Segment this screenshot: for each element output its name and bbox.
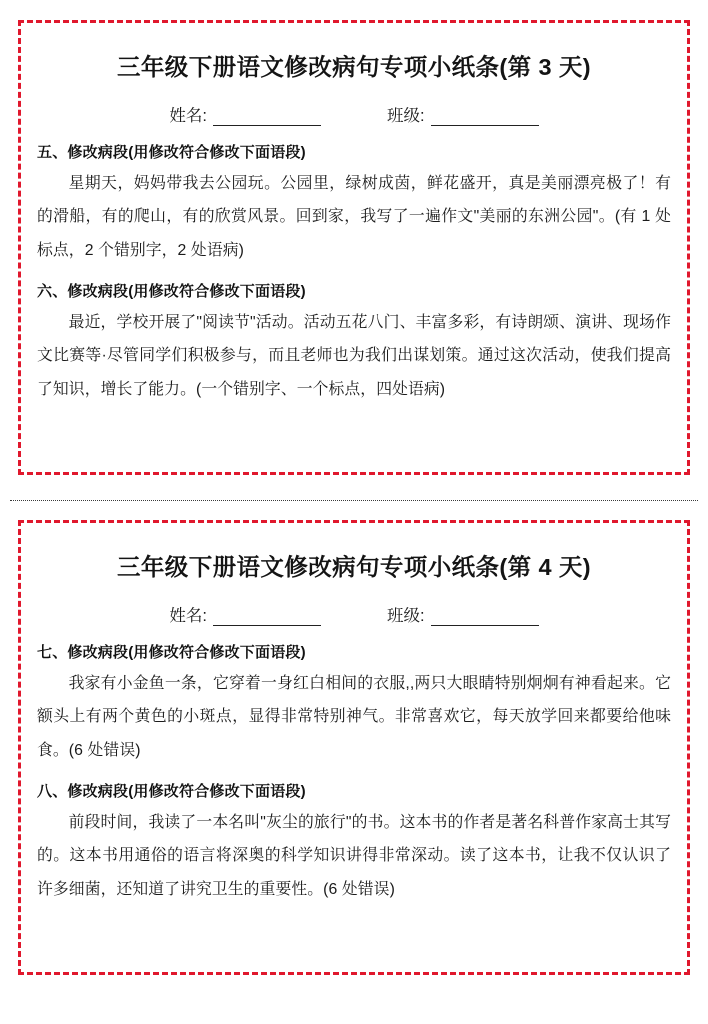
section-heading: 七、修改病段(用修改符合修改下面语段) — [37, 644, 306, 662]
sections-list — [35, 642, 673, 906]
section-heading: 六、修改病段(用修改符合修改下面语段) — [37, 283, 306, 301]
worksheet-card-day3 — [18, 20, 690, 475]
sections-list — [35, 142, 673, 406]
class-input-blank[interactable] — [431, 110, 539, 126]
section-body: 星期天，妈妈带我去公园玩。公园里，绿树成茵，鲜花盛开，真是美丽漂亮极了！有的滑船，有的爬山，有的欣赏风景。回到家，我写了一遍作文"美丽的东洲公园"。(有 1 处标点，2 个错别字，2 处语病) — [37, 174, 671, 259]
exercise-section-6 — [35, 281, 673, 406]
section-body: 最近，学校开展了"阅读节"活动。活动五花八门、丰富多彩，有诗朗颂、演讲、现场作文比赛等·尽管同学们积极参与，而且老师也为我们出谋划策。通过这次活动，使我们提高了知识，增长了能力。(一个错别字、一个标点，四处语病) — [37, 313, 671, 398]
name-field[interactable] — [169, 102, 321, 126]
section-heading: 八、修改病段(用修改符合修改下面语段) — [37, 783, 306, 801]
section-body: 我家有小金鱼一条，它穿着一身红白相间的衣服,,两只大眼睛特别炯炯有神看起来。它额头上有两个黄色的小斑点，显得非常特别神气。非常喜欢它，每天放学回来都要给他味食。(6 处错误) — [37, 674, 671, 759]
student-meta-row — [35, 102, 673, 126]
name-input-blank[interactable] — [213, 110, 321, 126]
section-body: 前段时间，我读了一本名叫"灰尘的旅行"的书。这本书的作者是著名科普作家高士其写的。这本书用通俗的语言将深奥的科学知识讲得非常深动。读了这本书，让我不仅认识了许多细菌，还知道了讲究卫生的重要性。(6 处错误) — [37, 813, 671, 898]
student-meta-row — [35, 602, 673, 626]
exercise-section-8 — [35, 781, 673, 906]
name-field[interactable] — [169, 602, 321, 626]
class-label: 班级: — [387, 607, 425, 626]
page-title: 三年级下册语文修改病句专项小纸条(第 3 天) — [117, 54, 591, 80]
worksheet-card-day4 — [18, 520, 690, 975]
class-field[interactable] — [387, 602, 539, 626]
exercise-section-5 — [35, 142, 673, 267]
page-title: 三年级下册语文修改病句专项小纸条(第 4 天) — [117, 554, 591, 580]
exercise-section-7 — [35, 642, 673, 767]
section-heading: 五、修改病段(用修改符合修改下面语段) — [37, 144, 306, 162]
class-input-blank[interactable] — [431, 610, 539, 626]
class-label: 班级: — [387, 107, 425, 126]
name-label: 姓名: — [169, 107, 207, 126]
name-label: 姓名: — [169, 607, 207, 626]
class-field[interactable] — [387, 102, 539, 126]
cut-line-separator — [10, 500, 698, 501]
name-input-blank[interactable] — [213, 610, 321, 626]
